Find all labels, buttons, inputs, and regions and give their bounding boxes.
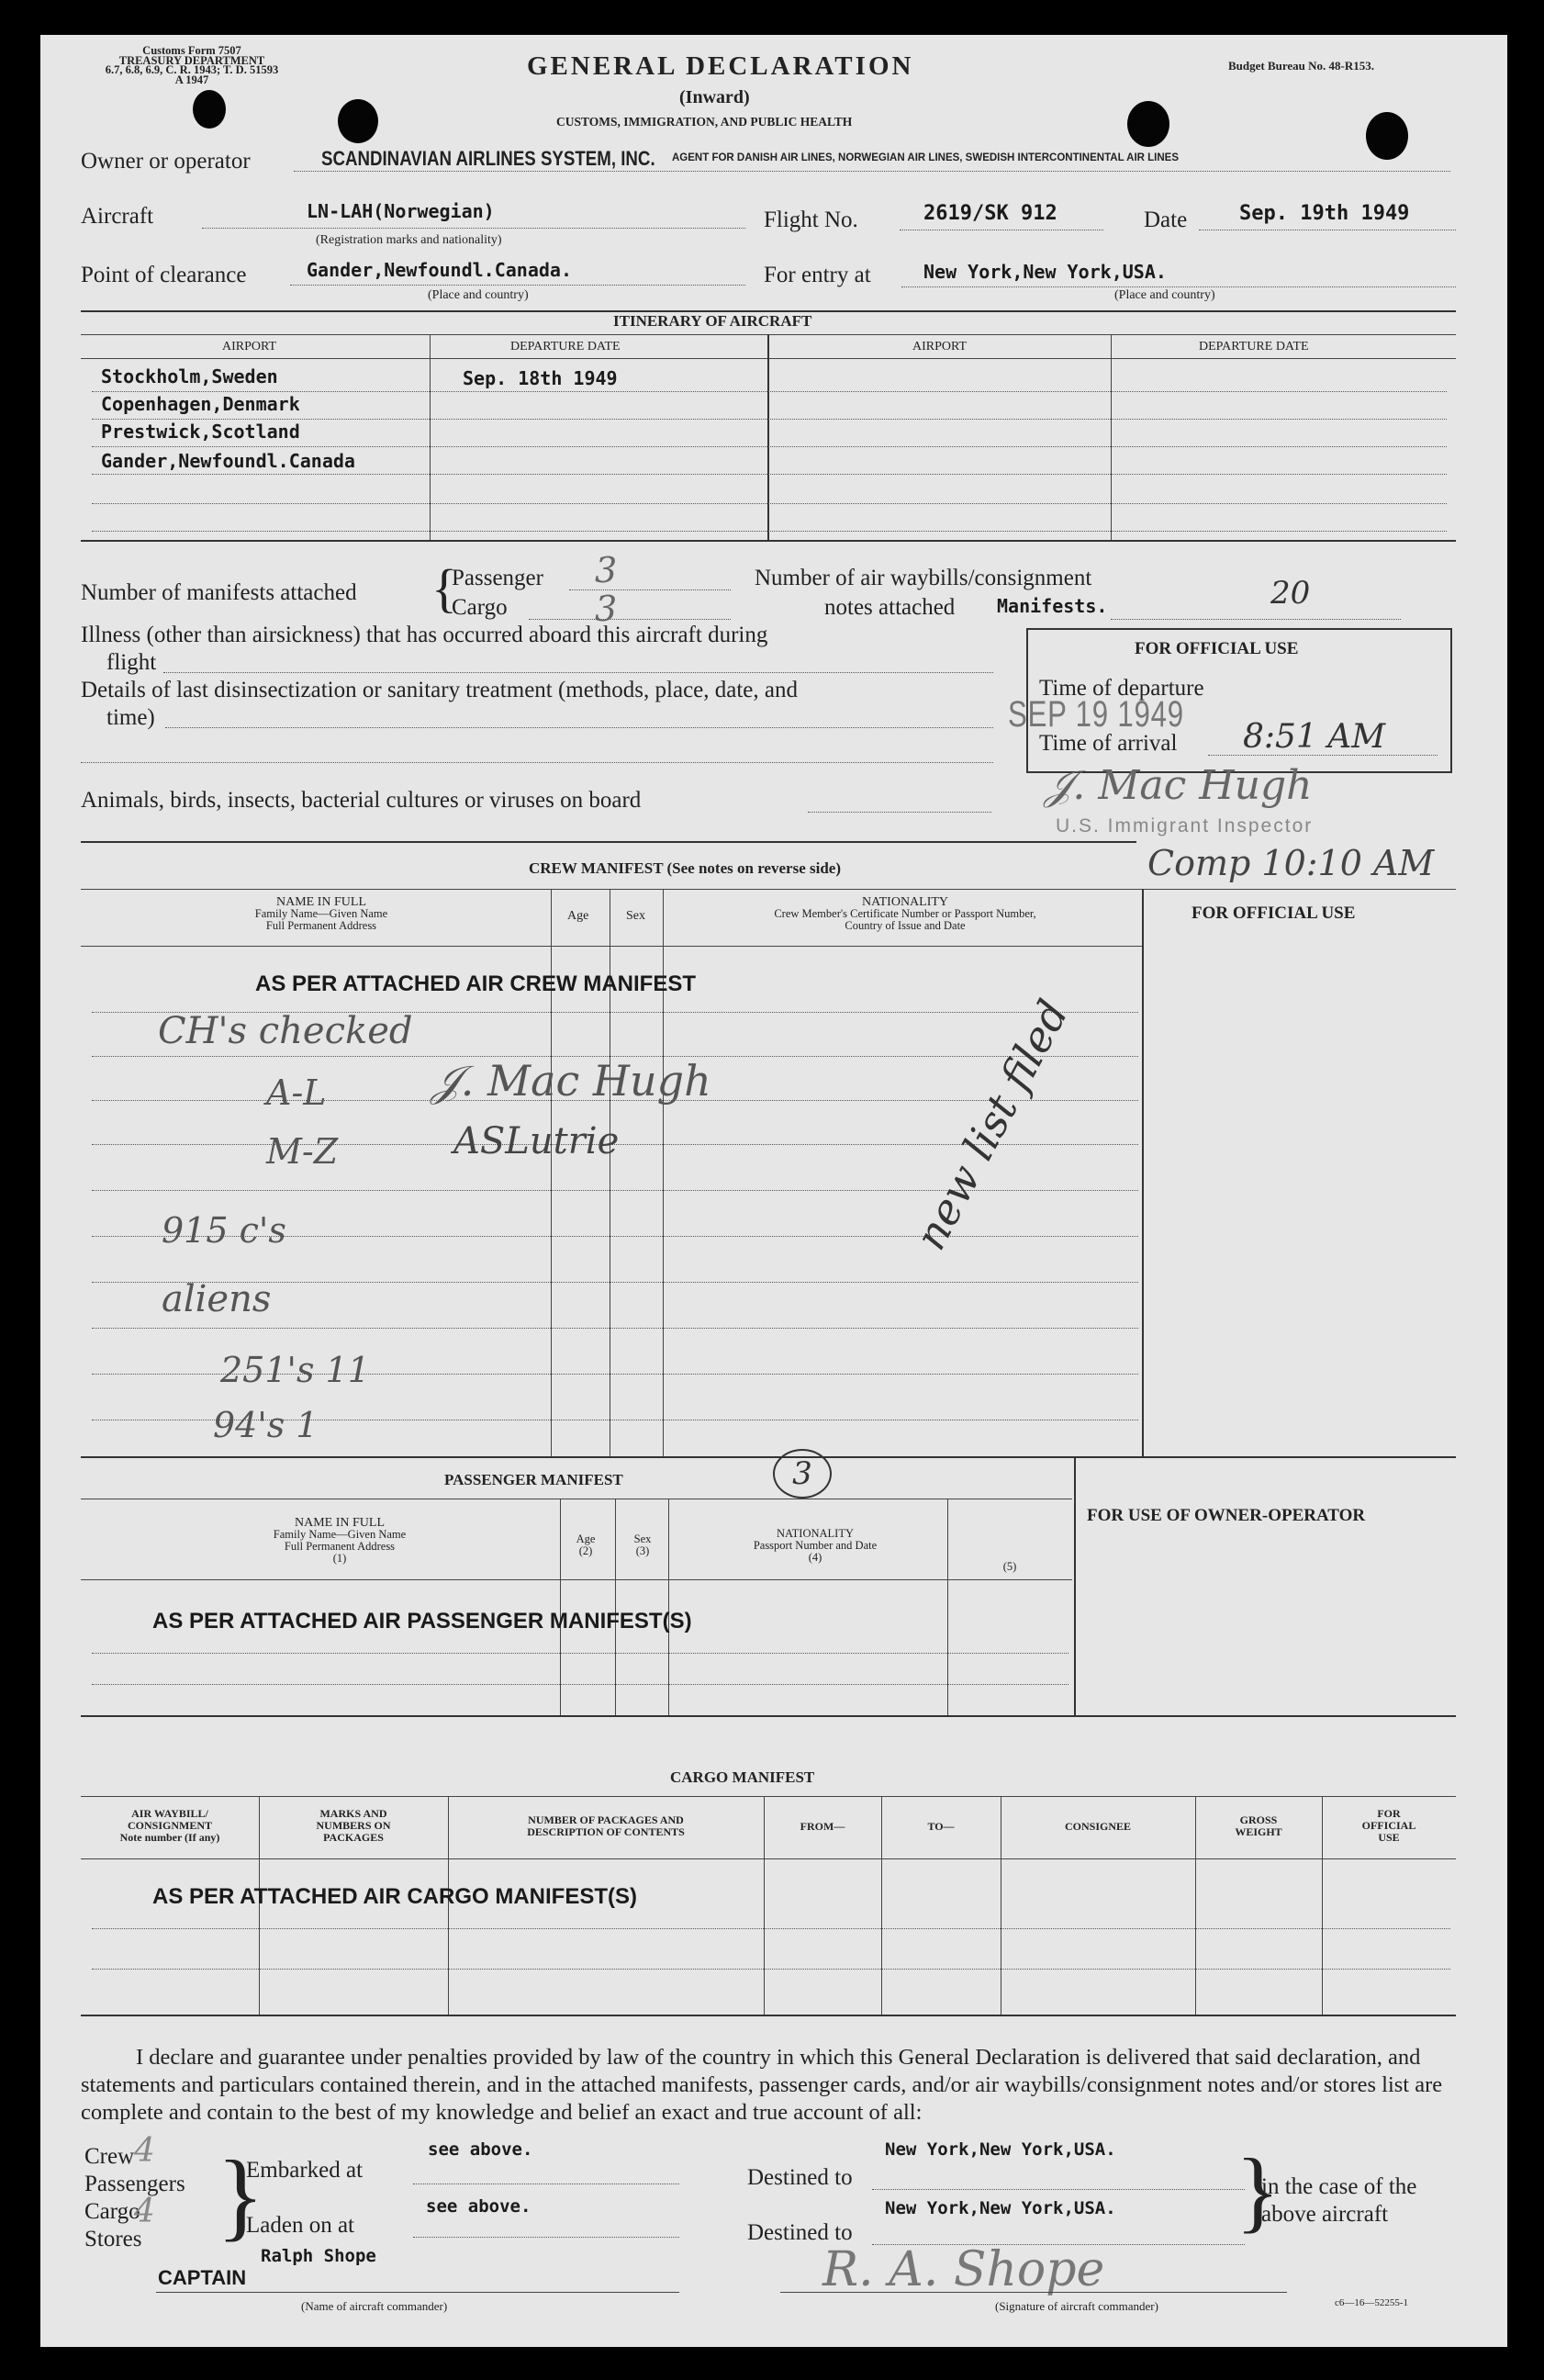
row-rule <box>92 1684 1068 1685</box>
form-number <box>77 46 307 84</box>
disinsect-label-2: time) <box>106 705 155 730</box>
disinsect-line <box>165 727 993 728</box>
punch-hole <box>338 99 378 143</box>
arrival-line <box>1208 755 1438 756</box>
embarked-value-2: see above. <box>426 2196 531 2217</box>
aircraft-sub: (Registration marks and nationality) <box>316 233 502 247</box>
entry-value: New York,New York,USA. <box>923 261 1167 283</box>
crew-col-name-sub: Family Name—Given Name Full Permanent Address <box>254 907 388 932</box>
handwritten-note: CH's checked <box>158 1010 413 1052</box>
in-case-label: in the case of the <box>1261 2174 1417 2199</box>
signature-line <box>780 2292 1287 2293</box>
destined-label-2: Destined to <box>747 2220 853 2245</box>
row-rule <box>92 446 1447 447</box>
passenger-col-sex: Sex (3) <box>633 1532 652 1557</box>
list-crew: Crew <box>84 2144 135 2169</box>
manifests-label: Number of manifests attached <box>81 580 357 605</box>
disinsect-line-2 <box>81 762 993 763</box>
passenger-col-divider <box>560 1499 561 1715</box>
crew-col-sex: Sex <box>626 909 645 923</box>
owner-label: Owner or operator <box>81 149 251 174</box>
above-aircraft-label: above aircraft <box>1261 2202 1389 2227</box>
animals-line <box>808 812 991 813</box>
form-year-line: A 1947 <box>174 73 209 86</box>
crew-official-use: FOR OFFICIAL USE <box>1192 904 1356 923</box>
clearance-label: Point of clearance <box>81 263 247 287</box>
crew-title: CREW MANIFEST (See notes on reverse side) <box>529 859 841 877</box>
cargo-col-official-use: FOR OFFICIAL USE <box>1361 1807 1416 1844</box>
crew-col-nat <box>676 896 1135 932</box>
row-rule <box>92 503 1447 504</box>
illness-line <box>163 672 993 673</box>
passenger-title: PASSENGER MANIFEST <box>444 1471 623 1488</box>
destined-bracket: } <box>1236 2139 1280 2241</box>
row-rule <box>92 419 1447 420</box>
list-bracket: } <box>217 2141 264 2251</box>
margin-scribble: 4 4 <box>134 2132 155 2230</box>
list-passengers: Passengers <box>84 2172 185 2196</box>
form-code: c6—16—52255-1 <box>1335 2297 1409 2308</box>
form-dept-line: TREASURY DEPARTMENT <box>118 53 265 67</box>
entry-label: For entry at <box>764 263 871 287</box>
waybills-line <box>1111 619 1401 620</box>
departure-time-label: Time of departure <box>1039 676 1204 701</box>
punch-hole <box>1366 112 1408 160</box>
passenger-right-divider <box>1074 1456 1076 1715</box>
crew-col-age: Age <box>567 909 589 923</box>
aircraft-line <box>202 228 745 229</box>
crew-per-attached: AS PER ATTACHED AIR CREW MANIFEST <box>255 971 696 996</box>
owner-operator-use: FOR USE OF OWNER-OPERATOR <box>1087 1506 1366 1525</box>
clearance-line <box>290 285 745 286</box>
cargo-col-divider <box>764 1796 765 2015</box>
crew-header-rule <box>81 946 1142 947</box>
itinerary-departure: Sep. 18th 1949 <box>463 367 618 389</box>
cargo-col-waybill: AIR WAYBILL/ CONSIGNMENT Note number (If any) <box>119 1807 220 1844</box>
itinerary-col-departure-1: DEPARTURE DATE <box>510 340 621 354</box>
handwritten-count: 3 3 <box>595 550 618 629</box>
row-rule <box>92 1969 1450 1970</box>
passenger-col-name-head: NAME IN FULL <box>295 1516 385 1530</box>
passenger-col-age: Age (2) <box>576 1532 596 1557</box>
row-rule <box>92 1328 1138 1329</box>
handwritten-note: aliens <box>162 1278 272 1320</box>
laden-label: Laden on at <box>246 2213 355 2238</box>
signature-caption: (Signature of aircraft commander) <box>995 2299 1158 2313</box>
owner-agent: AGENT FOR DANISH AIR LINES, NORWEGIAN AIR LINES, SWEDISH INTERCONTINENTAL AIR LINES <box>672 152 1180 163</box>
cargo-top <box>81 1715 1456 1717</box>
itinerary-col-divider <box>430 334 431 540</box>
handwritten-note: 94's 1 <box>213 1405 319 1445</box>
row-rule <box>92 531 1447 532</box>
cargo-bottom <box>81 2015 1456 2016</box>
itinerary-center-divider <box>767 334 769 540</box>
form-number-line: Customs Form 7507 <box>142 44 241 57</box>
handwritten-note: M-Z <box>266 1131 339 1172</box>
entry-line <box>901 286 1456 287</box>
crew-right-divider <box>1142 889 1144 1456</box>
manifests-bracket: { <box>431 558 457 618</box>
passenger-per-attached: AS PER ATTACHED AIR PASSENGER MANIFEST(S) <box>152 1609 692 1633</box>
embarked-label: Embarked at <box>246 2158 364 2183</box>
waybills-label: Number of air waybills/consignment <box>755 566 1092 590</box>
crew-title-rule <box>81 889 1456 890</box>
laden-line <box>413 2237 679 2238</box>
owner-line <box>294 171 1450 172</box>
cargo-col-divider <box>1195 1796 1196 2015</box>
passenger-col-divider <box>668 1499 669 1715</box>
list-cargo: Cargo <box>84 2199 140 2224</box>
cargo-header-rule <box>81 1858 1456 1859</box>
crew-col-nat-head: NATIONALITY <box>861 895 949 909</box>
handwritten-signature: ASLutrie <box>453 1120 620 1162</box>
passenger-circled-number: 3 <box>792 1455 812 1492</box>
itinerary-col-airport-2: AIRPORT <box>912 340 968 354</box>
destined-value: New York,New York,USA. <box>885 2139 1116 2160</box>
passenger-circled-count <box>773 1449 832 1499</box>
passenger-col-divider <box>615 1499 616 1715</box>
crew-top <box>81 841 1136 843</box>
aircraft-value: LN-LAH(Norwegian) <box>307 200 495 222</box>
official-use-title: FOR OFFICIAL USE <box>1135 639 1299 658</box>
row-rule <box>92 1928 1450 1929</box>
passenger-col-divider <box>947 1499 948 1715</box>
passenger-col-nat <box>683 1528 947 1564</box>
commander-signature: R. A. Shope <box>822 2242 1105 2297</box>
illness-label-2: flight <box>106 650 157 675</box>
crew-col-nat-sub: Crew Member's Certificate Number or Passport Number, Country of Issue and Date <box>774 907 1036 932</box>
commander-name: Ralph Shope <box>261 2246 376 2266</box>
entry-sub: (Place and country) <box>1114 288 1215 302</box>
itinerary-col-departure-2: DEPARTURE DATE <box>1199 340 1309 354</box>
cargo-title-rule <box>81 1796 1456 1797</box>
cargo-col-marks: MARKS AND NUMBERS ON PACKAGES <box>316 1807 391 1844</box>
inspector-signature: 𝒥. Mac Hugh <box>1045 762 1313 809</box>
disinsect-label: Details of last disinsectization or sanitary treatment (methods, place, date, and <box>81 678 798 702</box>
owner-value: SCANDINAVIAN AIRLINES SYSTEM, INC. <box>321 147 655 170</box>
form-agencies: CUSTOMS, IMMIGRATION, AND PUBLIC HEALTH <box>556 115 853 129</box>
embarked-value: see above. <box>428 2139 533 2160</box>
itinerary-bottom <box>81 540 1456 542</box>
itinerary-airport: Stockholm,Sweden <box>101 365 278 387</box>
passenger-top <box>81 1456 1456 1458</box>
row-rule <box>92 1653 1068 1654</box>
handwritten-note: 251's 11 <box>220 1350 370 1390</box>
animals-label: Animals, birds, insects, bacterial cultures or viruses on board <box>81 788 642 813</box>
handwritten-note: 915 c's <box>162 1210 286 1251</box>
passenger-col-nat-head: NATIONALITY Passport Number and Date (4) <box>753 1527 878 1564</box>
passenger-col-5: (5) <box>1002 1560 1017 1573</box>
passenger-col-name <box>184 1517 496 1565</box>
arrival-time-value: 8:51 AM <box>1243 718 1386 756</box>
arrival-time-label: Time of arrival <box>1039 731 1178 756</box>
itinerary-airport: Copenhagen,Denmark <box>101 393 300 415</box>
aircraft-label: Aircraft <box>81 204 154 229</box>
cargo-col-from: FROM— <box>800 1820 845 1833</box>
cargo-col-divider <box>1322 1796 1323 2015</box>
cargo-col-packages: NUMBER OF PACKAGES AND DESCRIPTION OF CONTENTS <box>527 1813 685 1838</box>
handwritten-note: A-L <box>266 1072 327 1113</box>
cargo-col-gross-weight: GROSS WEIGHT <box>1235 1813 1282 1838</box>
manifests-cargo-label: Cargo <box>452 595 508 620</box>
destined-line <box>872 2189 1245 2190</box>
passenger-line <box>569 589 731 590</box>
row-rule <box>92 391 1447 392</box>
captain-label: CAPTAIN <box>158 2266 247 2289</box>
handwritten-signature: 𝒥. Mac Hugh <box>431 1056 711 1106</box>
punch-hole <box>193 90 226 129</box>
cargo-col-to: TO— <box>927 1820 955 1833</box>
itinerary-airport: Prestwick,Scotland <box>101 421 300 443</box>
flight-label: Flight No. <box>764 208 858 232</box>
cargo-col-divider <box>881 1796 882 2015</box>
cargo-col-consignee: CONSIGNEE <box>1064 1820 1132 1833</box>
commander-name-caption: (Name of aircraft commander) <box>301 2299 448 2313</box>
row-rule <box>92 474 1447 475</box>
comp-note: Comp 10:10 AM <box>1147 843 1435 883</box>
crew-col-name-head: NAME IN FULL <box>276 895 366 909</box>
date-value: Sep. 19th 1949 <box>1239 202 1410 225</box>
cargo-line <box>529 619 731 620</box>
destined-label: Destined to <box>747 2165 853 2190</box>
form-subtitle: (Inward) <box>679 87 750 107</box>
budget-number: Budget Bureau No. 48-R153. <box>1228 59 1375 73</box>
commander-name-line <box>156 2292 679 2293</box>
itinerary-col-divider <box>1111 334 1112 540</box>
manifests-passenger-label: Passenger <box>452 566 543 590</box>
cargo-title: CARGO MANIFEST <box>670 1768 815 1786</box>
itinerary-airport: Gander,Newfoundl.Canada <box>101 450 355 472</box>
clearance-sub: (Place and country) <box>428 288 529 302</box>
date-label: Date <box>1144 208 1188 232</box>
inspector-stamp: U.S. Immigrant Inspector <box>1056 815 1314 836</box>
clearance-value: Gander,Newfoundl.Canada. <box>307 259 572 281</box>
illness-label: Illness (other than airsickness) that has occurred aboard this aircraft during <box>81 623 768 647</box>
waybills-value: 20 <box>1270 575 1311 612</box>
form-title: GENERAL DECLARATION <box>527 51 914 81</box>
itinerary-title: ITINERARY OF AIRCRAFT <box>613 312 812 330</box>
date-stamp: SEP 19 1949 <box>1008 694 1184 735</box>
declaration-text: I declare and guarantee under penalties provided by law of the country in which this General Declaration is delivered that said declaration, and statements and particulars contained therein, and in the attached manifests, passenger cards, and/or air waybills/consignment notes and/or stores list are complete and contain to the best of my knowledge and belief an exact and true account of all: <box>81 2045 1443 2125</box>
notes-value: Manifests. <box>997 595 1108 617</box>
punch-hole <box>1127 101 1169 147</box>
notes-label: notes attached <box>824 595 956 620</box>
passenger-header-rule <box>81 1579 1072 1580</box>
handwritten-note: new list filed <box>905 992 1079 1258</box>
flight-value: 2619/SK 912 <box>923 202 1057 225</box>
itinerary-col-airport-1: AIRPORT <box>222 340 277 354</box>
crew-col-name <box>165 896 477 932</box>
passenger-col-name-sub: Family Name—Given Name Full Permanent Address (1) <box>273 1528 407 1565</box>
destined-value-2: New York,New York,USA. <box>885 2198 1116 2218</box>
cargo-per-attached: AS PER ATTACHED AIR CARGO MANIFEST(S) <box>152 1884 637 1909</box>
list-stores: Stores <box>84 2227 142 2251</box>
form-cr-line: 6.7, 6.8, 6.9, C. R. 1943; T. D. 51593 <box>105 63 279 76</box>
